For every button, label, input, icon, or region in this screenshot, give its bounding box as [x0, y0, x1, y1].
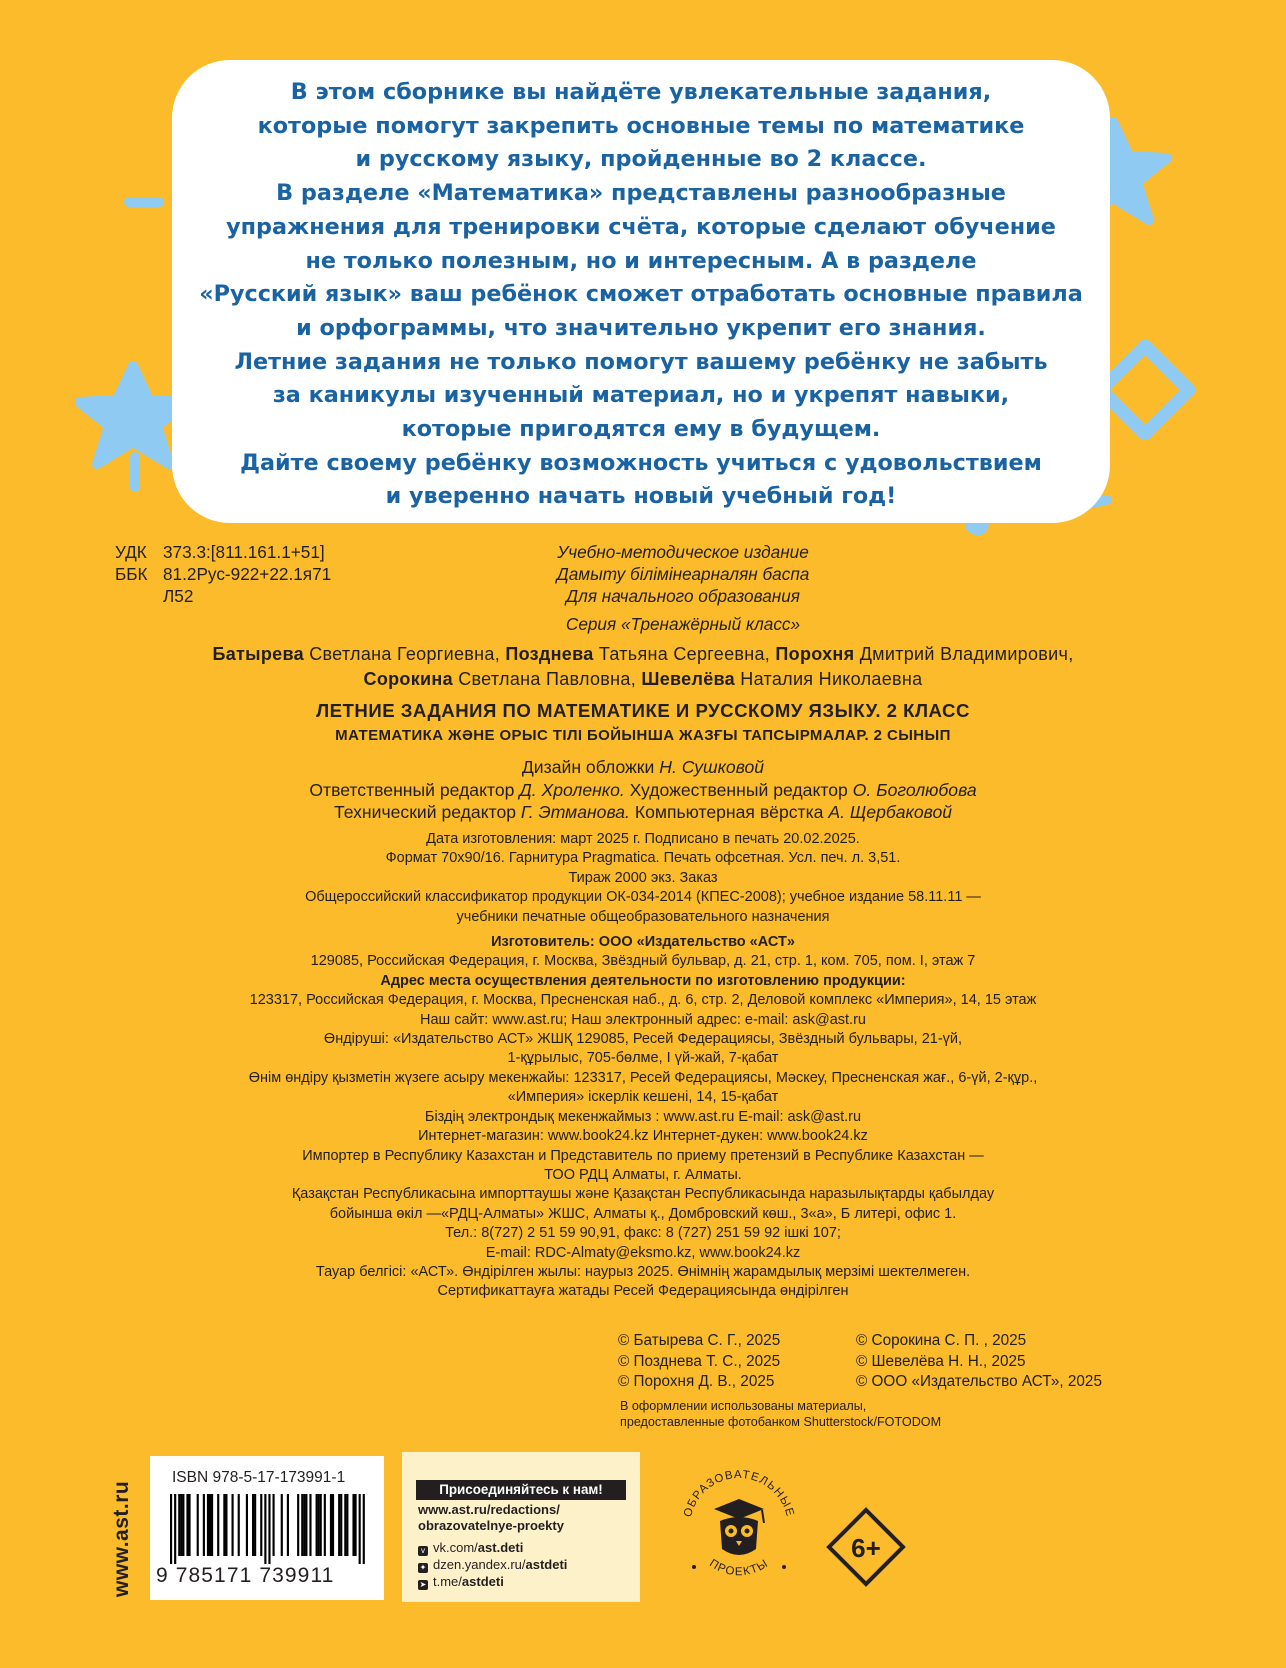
copyright-line: © Шевелёва Н. Н., 2025 [856, 1352, 1026, 1370]
kazakh-line: Интернет-магазин: www.book24.kz Интернет-дукен: www.book24.kz [418, 1128, 868, 1145]
promo-line: не только полезным, но и интересным. А в разделе [305, 247, 977, 274]
promo-line: за каникулы изученный материал, но и укрепят навыки, [272, 382, 1010, 409]
promo-line: и орфограммы, что значительно укрепит его знания. [296, 314, 986, 341]
barcode-bar [174, 1494, 176, 1564]
author-surname: Порохня [775, 644, 855, 664]
author-code: Л52 [163, 586, 194, 606]
author-name: Татьяна Сергеевна, [598, 644, 771, 664]
promo-line: В этом сборнике вы найдёте увлекательные задания, [290, 79, 992, 105]
barcode-bar [363, 1494, 365, 1564]
barcode-bar [355, 1494, 357, 1556]
barcode-bar [297, 1494, 299, 1556]
copyright-line: © Батырева С. Г., 2025 [618, 1332, 781, 1349]
emblem-arc-bottom: ПРОЕКТЫ [707, 1557, 771, 1579]
imprint-block [100, 830, 1186, 1302]
activity-address: 123317, Российская Федерация, г. Москва, Пресненская наб., д. 6, стр. 2, Деловой комплекс «Империя», 14, 15 этаж [249, 992, 1037, 1009]
author-surname: Шевелёва [641, 669, 735, 689]
kazakh-line: Импортер в Республику Казахстан и Представитель по приему претензий в Республике Казахстан — [302, 1147, 984, 1164]
barcode-bar [301, 1494, 303, 1556]
projects-url-line: obrazovatelnye-proekty [418, 1518, 564, 1533]
barcode-bar [264, 1494, 266, 1564]
dzen-link[interactable] [418, 1557, 567, 1573]
publisher-site: Наш сайт: www.ast.ru; Наш электронный адрес: e-mail: ask@ast.ru [420, 1011, 866, 1028]
age-rating-text: 6+ [851, 1533, 881, 1563]
promo-line: которые пригодятся ему в будущем. [401, 416, 881, 443]
barcode-bar [273, 1494, 275, 1556]
kazakh-line: E-mail: RDC-Almaty@eksmo.kz, www.book24.kz [485, 1244, 801, 1261]
layout-name: А. Щербаковой [828, 802, 953, 822]
projects-url-line: www.ast.ru/redactions/ [418, 1502, 560, 1517]
cover-design-label: Дизайн обложки [521, 757, 655, 777]
book-title-kz: МАТЕМАТИКА ЖӘНЕ ОРЫС ТІЛІ БОЙЫНША ЖАЗҒЫ ТАПСЫРМАЛАР. 2 СЫНЫП [335, 727, 951, 744]
barcode-bar [232, 1494, 234, 1556]
author-name: Светлана Павловна, [458, 669, 637, 689]
educational-projects-emblem [676, 1449, 802, 1599]
projects-url[interactable] [418, 1502, 564, 1534]
imprint-line: Формат 70х90/16. Гарнитура Pragmatica. Печать офсетная. Усл. печ. л. 3,51. [385, 850, 901, 867]
edition-type-kz: Дамыту білімінеарналян баспа [556, 564, 810, 584]
barcode-bar [203, 1494, 205, 1556]
tech-editor-name: Г. Этманова. [520, 802, 630, 822]
barcode-bar [211, 1494, 213, 1556]
ean-left: 785171 [175, 1564, 253, 1587]
author-surname: Позднева [505, 644, 594, 664]
classification-codes [115, 541, 331, 607]
promo-line: В разделе «Математика» представлены разнообразные [276, 180, 1006, 207]
art-editor-name: О. Боголюбова [852, 779, 977, 800]
udk-value: 373.3:[811.161.1+51] [163, 542, 325, 562]
author-surname: Сорокина [363, 669, 453, 689]
vk-icon: v [418, 1546, 428, 1556]
kazakh-line: Қазақстан Республикасына импорттаушы және Қазақстан Республикасында наразылықтарды қабылдау [291, 1186, 995, 1203]
kazakh-line: Өндіруші: «Издательство АСТ» ЖШҚ 129085, Ресей Федерациясы, Звёздный бульвары, 21-үй, [323, 1031, 963, 1048]
authors-list [100, 642, 1186, 692]
udk-label: УДК [115, 542, 147, 562]
barcode-bar [238, 1494, 240, 1556]
responsible-editor-label: Ответственный редактор [309, 779, 515, 800]
barcode-bar [268, 1494, 270, 1564]
author-name: Наталия Николаевна [740, 669, 923, 689]
promo-line: которые помогут закрепить основные темы по математике [257, 112, 1025, 139]
copyrights-right [856, 1331, 1102, 1393]
telegram-link[interactable] [418, 1574, 504, 1590]
cover-design-name: Н. Сушковой [659, 757, 765, 777]
barcode-bar [178, 1494, 180, 1556]
promo-line: и уверенно начать новый учебный год! [385, 483, 897, 510]
promo-line: и русскому языку, пройденные во 2 классе. [355, 146, 927, 173]
barcode-bar [332, 1494, 334, 1556]
barcode-bar [340, 1494, 342, 1556]
diamond-decoration [1095, 340, 1195, 440]
barcode-bar [260, 1494, 262, 1556]
barcode-bar [346, 1494, 348, 1556]
responsible-editor-name: Д. Хроленко. [519, 779, 625, 800]
barcode-bar [338, 1494, 340, 1556]
promo-text [196, 76, 1086, 514]
vk-handle: ast.deti [477, 1540, 524, 1555]
tech-editor-label: Технический редактор [333, 802, 517, 822]
barcode-bar [225, 1494, 227, 1556]
svg-text:ПРОЕКТЫ [707, 1557, 771, 1578]
isbn-label: ISBN 978-5-17-173991-1 [172, 1469, 346, 1486]
promo-line: «Русский язык» ваш ребёнок сможет отработать основные правила [199, 281, 1083, 308]
barcode-bar [186, 1494, 188, 1556]
dash-decoration-2 [128, 450, 142, 494]
dzen-prefix: dzen.yandex.ru/ [433, 1557, 526, 1572]
age-rating-badge [826, 1507, 906, 1587]
vk-link[interactable] [418, 1540, 523, 1556]
barcode-bar [182, 1494, 184, 1556]
barcode-bar [281, 1494, 283, 1556]
copyright-line: © ООО «Издательство АСТ», 2025 [856, 1373, 1102, 1390]
barcode-bar [344, 1494, 346, 1556]
barcode-bar [309, 1494, 311, 1556]
copyright-line: © Порохня Д. В., 2025 [618, 1373, 775, 1390]
barcode-bar [197, 1494, 199, 1556]
owl-icon [714, 1499, 764, 1555]
manufacturer-heading: Изготовитель: ООО «Издательство «АСТ» [491, 934, 795, 951]
bbk-label: ББК [115, 564, 148, 584]
barcode-bar [209, 1494, 211, 1556]
imprint-line: учебники печатные общеобразовательного назначения [456, 908, 830, 925]
tg-prefix: t.me/ [433, 1574, 462, 1589]
social-links-box [402, 1452, 640, 1602]
kazakh-line: 1-құрылыс, 705-бөлме, I үй-жай, 7-қабат [507, 1050, 779, 1067]
imprint-line: Дата изготовления: март 2025 г. Подписано в печать 20.02.2025. [426, 831, 860, 847]
barcode-bar [180, 1494, 182, 1556]
barcode-bar [303, 1494, 305, 1556]
barcode-bar [359, 1494, 361, 1564]
kazakh-line: Өнім өндіру қызметін жүзеге асыру мекенжайы: 123317, Ресей Федерациясы, Мәскеу, Пресненская жағ., 6-үй, 2-құр., [248, 1069, 1038, 1086]
edition-level: Для начального образования [566, 586, 800, 606]
barcode-bar [188, 1494, 190, 1556]
kazakh-line: Сертификаттауға жатады Ресей Федерациясында өндірілген [437, 1283, 849, 1300]
dzen-icon: ✦ [419, 1563, 427, 1572]
barcode-bar [320, 1494, 322, 1556]
barcode-bar [254, 1494, 256, 1556]
activity-heading: Адрес места осуществления деятельности по изготовлению продукции: [380, 972, 906, 989]
author-name: Дмитрий Владимирович, [859, 644, 1074, 664]
barcode-bar [324, 1494, 326, 1556]
layout-label: Компьютерная вёрстка [634, 802, 824, 822]
telegram-icon: ➤ [419, 1580, 427, 1589]
copyright-line: © Сорокина С. П. , 2025 [856, 1332, 1027, 1349]
promo-line: Летние задания не только помогут вашему ребёнку не забыть [234, 348, 1048, 375]
barcode-bar [252, 1494, 254, 1556]
barcode-bar [287, 1494, 289, 1556]
dzen-handle: astdeti [525, 1557, 568, 1572]
ean-lead: 9 [156, 1564, 169, 1587]
book-title-ru: ЛЕТНИЕ ЗАДАНИЯ ПО МАТЕМАТИКЕ И РУССКОМУ ЯЗЫКУ. 2 КЛАСС [316, 700, 970, 721]
manufacturer-address: 129085, Российская Федерация, г. Москва, Звёздный бульвар, д. 21, стр. 1, ком. 705, пом. I, этаж 7 [310, 953, 976, 970]
dash-decoration-1 [122, 195, 166, 209]
credits [100, 756, 1186, 824]
barcode-bar [246, 1494, 248, 1556]
barcode-bar [305, 1494, 307, 1556]
kazakh-line: Тел.: 8(727) 2 51 59 90,91, факс: 8 (727) 251 59 92 ішкі 107; [445, 1225, 841, 1242]
ean-right: 739911 [259, 1564, 335, 1587]
edition-type [420, 541, 946, 607]
barcode-bar [352, 1494, 354, 1556]
author-name: Светлана Георгиевна, [309, 644, 501, 664]
ean-barcode [150, 1494, 384, 1566]
barcode-bar [316, 1494, 318, 1556]
copyright-line: © Позднева Т. С., 2025 [618, 1352, 781, 1370]
barcode-bar [318, 1494, 320, 1556]
photo-credit-note [620, 1398, 941, 1430]
kazakh-line: «Империя» іскерлік кешені, 14, 15-қабат [507, 1089, 779, 1106]
kazakh-line: Тауар белгісі: «АСТ». Өндірілген жылы: наурыз 2025. Өнімнің жарамдылық мерзімі шектелмеген. [315, 1263, 971, 1280]
barcode-bar [217, 1494, 219, 1556]
isbn-barcode-box [150, 1456, 384, 1600]
tg-handle: astdeti [461, 1574, 504, 1589]
imprint-line: Общероссийский классификатор продукции ОК-034-2014 (КПЕС-2008); учебное издание 58.11.11 — [305, 889, 981, 906]
copyrights-left [618, 1331, 780, 1393]
author-surname: Батырева [212, 644, 304, 664]
photo-note-line: В оформлении использованы материалы, [620, 1399, 867, 1413]
join-heading: Присоединяйтесь к нам! [416, 1480, 626, 1500]
imprint-line: Тираж 2000 экз. Заказ [568, 869, 718, 886]
photo-note-line: предоставленные фотобанком Shutterstock/FOTODOM [620, 1415, 942, 1429]
kazakh-line: ТОО РДЦ Алматы, г. Алматы. [544, 1166, 742, 1183]
side-url[interactable]: www.ast.ru [110, 1480, 133, 1597]
emblem-arc-top: ОБРАЗОВАТЕЛЬНЫЕ [682, 1468, 796, 1519]
art-editor-label: Художественный редактор [629, 779, 848, 800]
barcode-bar [330, 1494, 332, 1556]
barcode-bar [223, 1494, 225, 1556]
vk-prefix: vk.com/ [433, 1540, 478, 1555]
kazakh-line: бойынша өкіл —«РДЦ-Алматы» ЖШС, Алматы қ., Домбровский көш., 3«а», Б литері, офис 1. [329, 1205, 957, 1222]
edition-type-ru: Учебно-методическое издание [557, 542, 809, 562]
barcode-bar [207, 1494, 209, 1556]
series-name: Серия «Тренажёрный класс» [565, 614, 801, 634]
ean-digits [156, 1564, 334, 1588]
bbk-value: 81.2Рус-922+22.1я71 [163, 564, 332, 584]
promo-line: упражнения для тренировки счёта, которые сделают обучение [226, 213, 1056, 240]
barcode-bar [170, 1494, 172, 1564]
kazakh-line: Біздің электрондық мекенжаймыз : www.ast.ru E-mail: ask@ast.ru [424, 1108, 862, 1125]
promo-line: Дайте своему ребёнку возможность учиться с удовольствием [240, 449, 1042, 476]
